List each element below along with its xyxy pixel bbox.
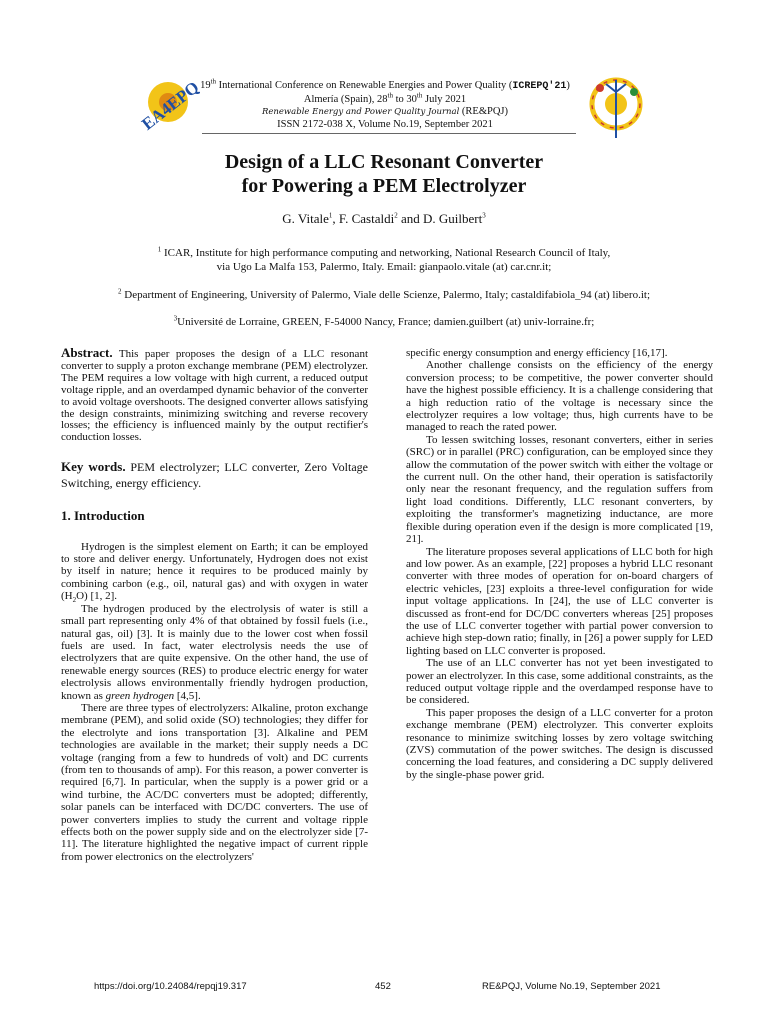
conference-header bbox=[190, 77, 580, 131]
affiliation-2: $^2$ Department of Engineering, University of Palermo, Viale delle Scienze, Palermo, Italy; castaldifabiola_94 (at) libero.it; bbox=[118, 287, 650, 301]
keywords: Key words. PEM electrolyzer; LLC converter, Zero Voltage Switching, energy efficiency. bbox=[61, 459, 368, 491]
title-line-1: Design of a LLC Resonant Converter bbox=[224, 151, 544, 173]
intro-paragraph-2: The hydrogen produced by the electrolysis of water is still a small part representing only 4% of that obtained by fossil fuels (i.e., natural gas, oil) [3]. It is mainly due to the lower cost when fossil fuels are used. In fact, water electrolysis needs the use of electrolyzers that are quite expensive. On the other hand, the use of renewable energy sources (RES) to produce electric energy for water electrolysis allows environmentally friendly hydrogen production, known as green hydrogen [4,5]. bbox=[61, 602, 368, 702]
footer-page-number: 452 bbox=[375, 981, 391, 992]
right-paragraph-4: The use of an LLC converter has not yet been investigated to power an electrolyzer. In this case, some additional constraints, as the reduced output voltage ripple and the overdamped response have to be considered. bbox=[406, 657, 713, 707]
conference-line-1: 19th International Conference on Renewable Energies and Power Quality (ICREPQ'21) bbox=[200, 77, 570, 92]
right-paragraph-3: The literature proposes several applications of LLC both for high and low power. As an example, [22] proposes a hybrid LLC resonant converter with three modes of operation for on-board chargers of electric vehicles, [23] exploits a three-level configuration for wide input voltage applications. In [24], the use of LLC converter is discussed as front-end for DC/DC converters whereas [25] proposes the use of LLC converter together with partial power conversion to achieve high step-down ratio; finally, in [26] a power supply for LED lighting based on LLC converter is proposed. bbox=[406, 545, 713, 657]
logo-text: EA4EPQ bbox=[138, 77, 200, 134]
affiliation-1: $^1$ ICAR, Institute for high performance computing and networking, National Research Council of Italy, via Ugo La Malfa 153, Palermo, Italy. Email: gianpaolo.vitale (at) car.cnr.it; bbox=[157, 245, 611, 273]
title-line-2: for Powering a PEM Electrolyzer bbox=[241, 175, 527, 197]
author-list: G. Vitale$^1$, F. Castaldi$^2$ and D. Guilbert$^3$ bbox=[282, 211, 486, 226]
abstract: Abstract. This paper proposes the design of a LLC resonant converter to supply a proton exchange membrane (PEM) electrolyzer. The PEM requires a low voltage with high current, a reduced output voltage ripple, and an overdamped dynamic behavior of the converter to avoid voltage overshoots. The designed converter allows satisfying the design constraints, minimizing switching and reverse recovery losses; the efficiency is influenced mainly by the output rectifier's conduction losses. bbox=[61, 345, 368, 444]
left-column bbox=[61, 347, 368, 863]
conference-line-3: Renewable Energy and Power Quality Journal (RE&PQJ) bbox=[261, 106, 509, 117]
section-heading-introduction: 1. Introduction bbox=[61, 508, 145, 524]
right-paragraph-5: This paper proposes the design of a LLC converter for a proton exchange membrane (PEM) electrolyzer. This converter exploits resonance to minimize switching losses by zero voltage switching (ZVS) commutation of the power switches. The design is discussed concerning the load features, and considering a DC supply delivered by the single-phase power grid. bbox=[406, 706, 713, 781]
right-paragraph-0: specific energy consumption and energy efficiency [16,17]. bbox=[406, 347, 668, 359]
right-column bbox=[406, 347, 713, 781]
paper-title bbox=[120, 150, 648, 198]
affiliation-3: $^3$Université de Lorraine, GREEN, F-54000 Nancy, France; damien.guilbert (at) univ-lorraine.fr; bbox=[173, 314, 595, 328]
conference-logo-right bbox=[586, 70, 646, 144]
intro-paragraph-3: There are three types of electrolyzers: Alkaline, proton exchange membrane (PEM), and solid oxide (SO) technologies; they differ for the electrolyte and ions transportation [3]. Alkaline and PEM technologies are available in the market; their supply needs a DC voltage (ranging from a few to hundreds of volt) and DC currents (from ten to thousands of amp). For this reason, a power converter is required [6,7]. In particular, when the supply is a power grid or a wind turbine, the AC/DC converters must be adopted; differently, solar panels can be interfaced with DC/DC converters. The use of power converters implies to study the current and voltage ripple effects both on the power supply side and on the electrolyzer side [7-11]. The literature highlighted the negative impact of current ripple from power electronics on the electrolyzers' bbox=[61, 701, 368, 863]
conference-line-2: Almería (Spain), 28th to 30th July 2021 bbox=[303, 91, 467, 105]
intro-paragraph-1: Hydrogen is the simplest element on Earth; it can be employed to store and deliver energy. Unfortunately, Hydrogen does not exist by itself in nature; hence it requires to be produced mainly by combining carbon (e.g., oil, natural gas) and with oxygen in water $(H_2O)$ [1, 2]. bbox=[61, 540, 368, 605]
footer-doi-link[interactable]: https://doi.org/10.24084/repqj19.317 bbox=[94, 981, 247, 992]
right-paragraph-2: To lessen switching losses, resonant converters, either in series (SRC) or in parallel (PRC) configuration, can be employed since they allow the commutation of the power switch with either the voltage or the current null. On the other hand, their operation is satisfactorily only near the resonant frequency, and the regulation suffers from light load conditions. Differently, LLC resonant converters, by exploiting the transformer's magnetizing inductance, are more flexible during operation even if the design is more complicated [19, 21]. bbox=[406, 433, 714, 546]
header-rule bbox=[202, 133, 576, 134]
footer-journal: RE&PQJ, Volume No.19, September 2021 bbox=[482, 981, 661, 992]
conference-line-4: ISSN 2172-038 X, Volume No.19, September 2021 bbox=[277, 118, 493, 130]
right-paragraph-1: Another challenge consists on the efficiency of the energy conversion process; to be competitive, the power converter should have the highest possible efficiency. It is a challenge considering that a high reduction ratio of the voltage is necessary since the electrolyzer requires a low voltage; thus, high currents have to be managed to reach the rated power. bbox=[406, 359, 713, 434]
